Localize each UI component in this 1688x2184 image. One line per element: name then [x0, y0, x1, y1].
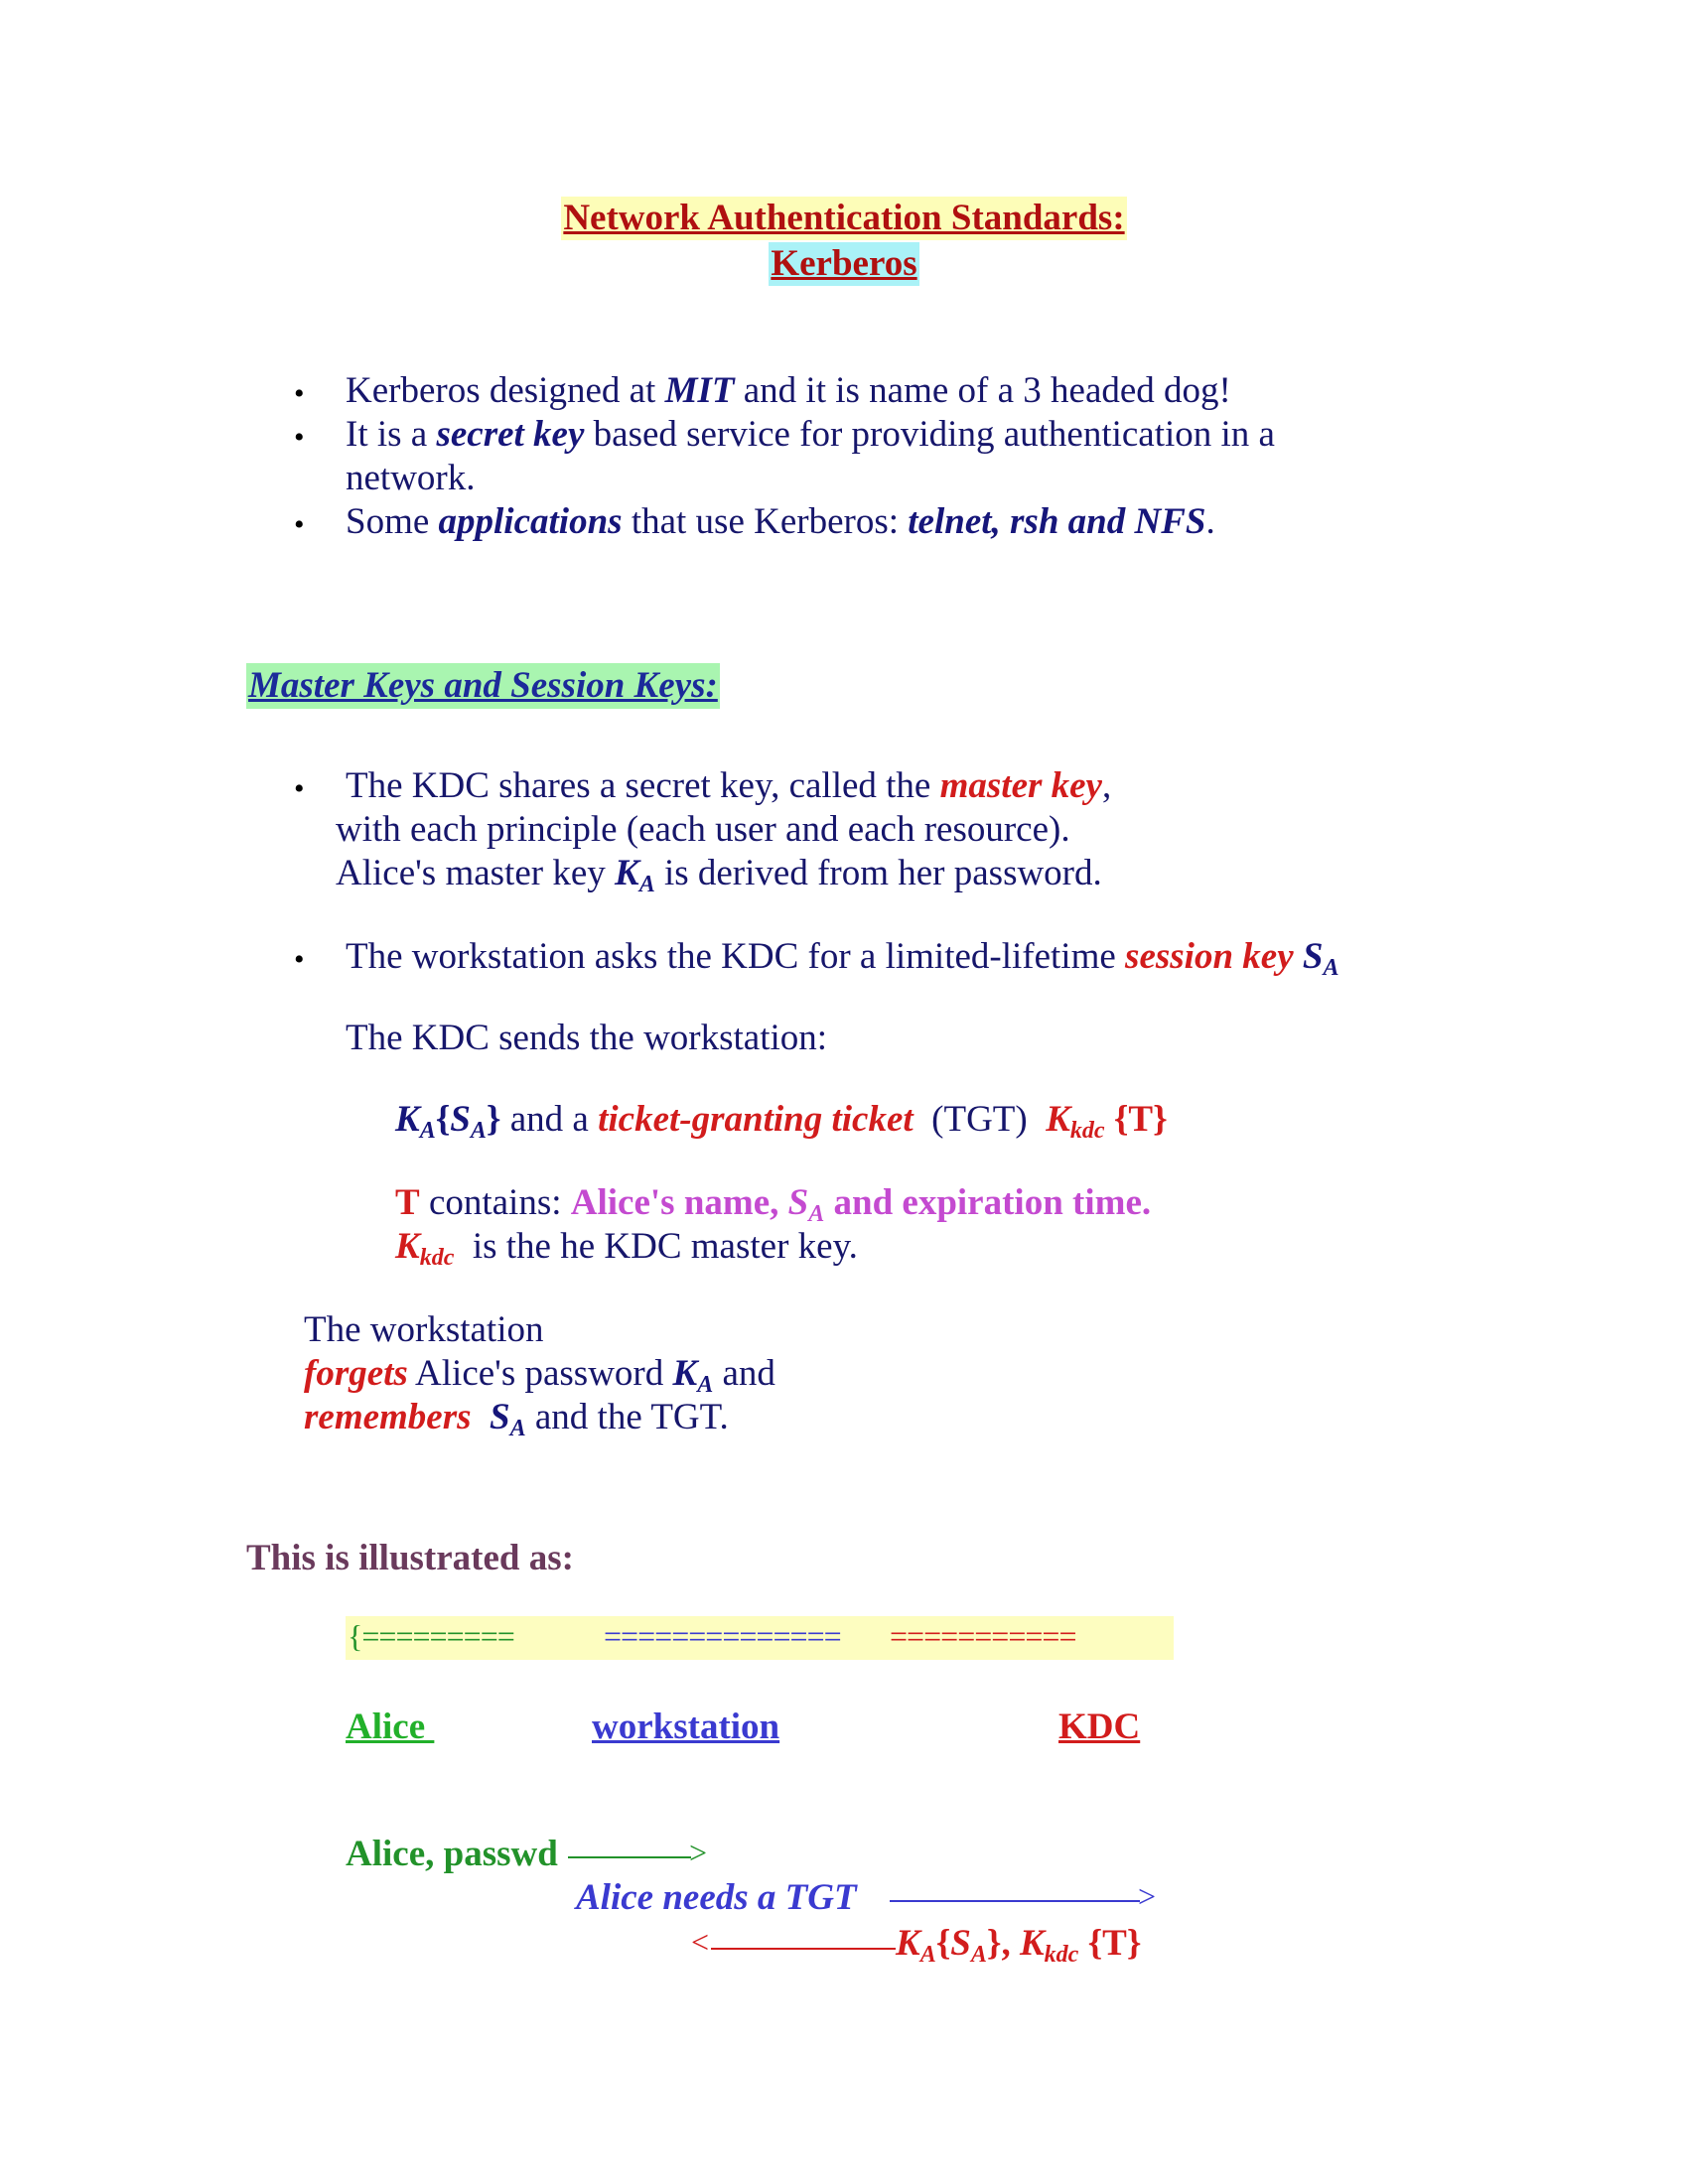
session-line-3: $K_A\{S_A\}$ and a ticket-granting ticket (TGT) $K_{kdc}$ {T} — [395, 1099, 1168, 1144]
intro-bullet-2-cont: network. — [346, 458, 476, 498]
message-2-label: Alice needs a TGT — [576, 1877, 857, 1918]
timeline-bar-blue: ============== — [604, 1618, 841, 1654]
workstation-line-2: forgets Alice's password $K_A$ and — [304, 1353, 775, 1398]
session-line-1: The workstation asks the KDC for a limited-lifetime session key $S_A$ — [346, 936, 1339, 981]
bullet-dot: • — [294, 377, 305, 410]
message-3-arrow-line — [711, 1948, 896, 1950]
illustration-heading: This is illustrated as: — [246, 1538, 574, 1578]
intro-bullet-2: It is a secret key based service for providing authentication in a — [346, 414, 1275, 455]
message-2-arrow-line — [890, 1900, 1140, 1902]
timeline-bar — [346, 1616, 1174, 1660]
session-line-2: The KDC sends the workstation: — [346, 1018, 828, 1058]
message-3-label: $K_A\{S_A\}$, $K_{kdc}$ {T} — [896, 1923, 1142, 1968]
bullet-dot: • — [294, 943, 305, 976]
workstation-line-3: remembers $S_A$ and the TGT. — [304, 1397, 729, 1441]
master-line-3: Alice's master key $K_A$ is derived from her password. — [336, 853, 1102, 897]
session-line-4: T contains: Alice's name, $S_A$ and expiration time. — [395, 1182, 1152, 1227]
timeline-bar-green: {========= — [348, 1618, 514, 1654]
bullet-dot: • — [294, 421, 305, 454]
timeline-bar-red: =========== — [890, 1618, 1076, 1654]
bullet-dot: • — [294, 772, 305, 805]
message-1-label: Alice, passwd — [346, 1834, 558, 1874]
actor-workstation: workstation — [592, 1706, 780, 1747]
workstation-line-1: The workstation — [304, 1309, 544, 1350]
master-line-2: with each principle (each user and each resource). — [336, 809, 1070, 850]
actor-alice: Alice — [346, 1706, 435, 1747]
intro-bullet-3: Some applications that use Kerberos: telnet, rsh and NFS. — [346, 501, 1215, 542]
section-heading: Master Keys and Session Keys: — [246, 663, 720, 709]
message-2-arrowhead: > — [1138, 1878, 1157, 1914]
intro-bullet-1: Kerberos designed at MIT and it is name of a 3 headed dog! — [346, 370, 1231, 411]
message-3-arrowhead: < — [691, 1924, 710, 1960]
message-1-arrowhead: > — [689, 1835, 708, 1870]
message-1-arrow-line — [568, 1856, 691, 1858]
master-line-1: The KDC shares a secret key, called the master key, — [346, 765, 1112, 806]
title-line-1: Network Authentication Standards: — [563, 198, 1125, 238]
bullet-dot: • — [294, 508, 305, 541]
session-line-5: $K_{kdc}$ is the he KDC master key. — [395, 1226, 858, 1271]
actor-kdc: KDC — [1058, 1706, 1141, 1747]
document-title — [0, 197, 1688, 286]
title-line-2: Kerberos — [771, 243, 917, 284]
